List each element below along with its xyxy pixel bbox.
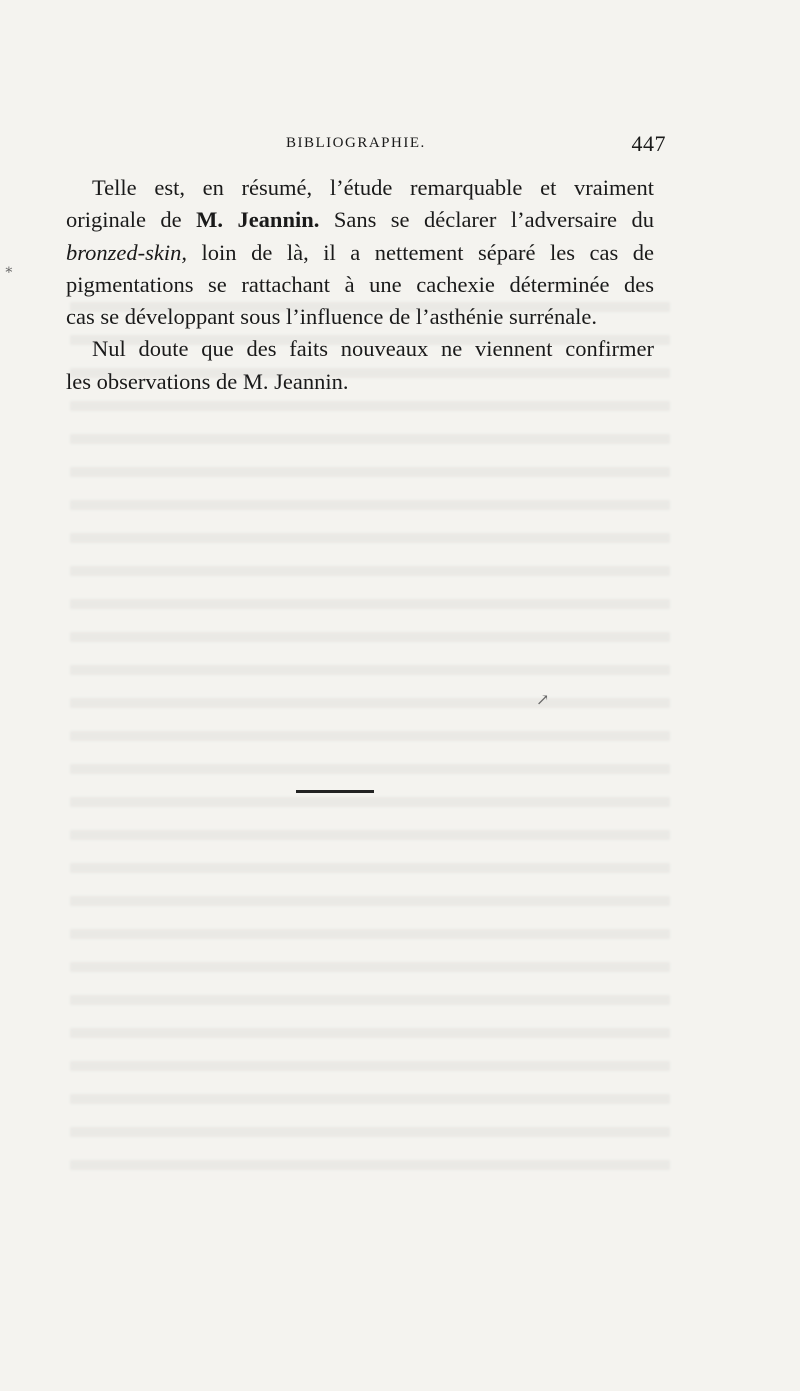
paragraph-2: [66, 333, 654, 398]
margin-mark: ∗: [4, 263, 14, 278]
text-span: Sans se déclarer l’adversaire du: [319, 207, 654, 233]
page-header: [286, 131, 666, 159]
text-line: [66, 237, 654, 269]
running-head: BIBLIOGRAPHIE.: [286, 135, 426, 151]
paragraph-1: [66, 172, 654, 333]
text-line: cas se développant sous l’influence de l’asthénie surrénale.: [66, 304, 598, 330]
ink-mark: ↗: [536, 692, 550, 709]
text-span: originale de: [66, 207, 197, 233]
main-text: [66, 172, 654, 398]
text-line: pigmentations se rattachant à une cachexie déterminée des: [66, 271, 654, 297]
section-divider-rule: [296, 790, 374, 793]
bleed-through-texture: [70, 290, 670, 1190]
text-span: loin de là, il a nettement séparé les cas de: [187, 239, 654, 265]
page-number: 447: [631, 131, 666, 156]
text-line: Nul doute que des faits nouveaux ne viennent confirmer: [92, 336, 654, 362]
text-line: les observations de M. Jeannin.: [66, 368, 349, 394]
italic-term: bronzed-skin,: [66, 239, 188, 265]
text-line: [66, 204, 654, 236]
author-name: M. Jeannin.: [196, 207, 320, 233]
text-line: Telle est, en résumé, l’étude remarquable et vraiment: [92, 175, 654, 200]
